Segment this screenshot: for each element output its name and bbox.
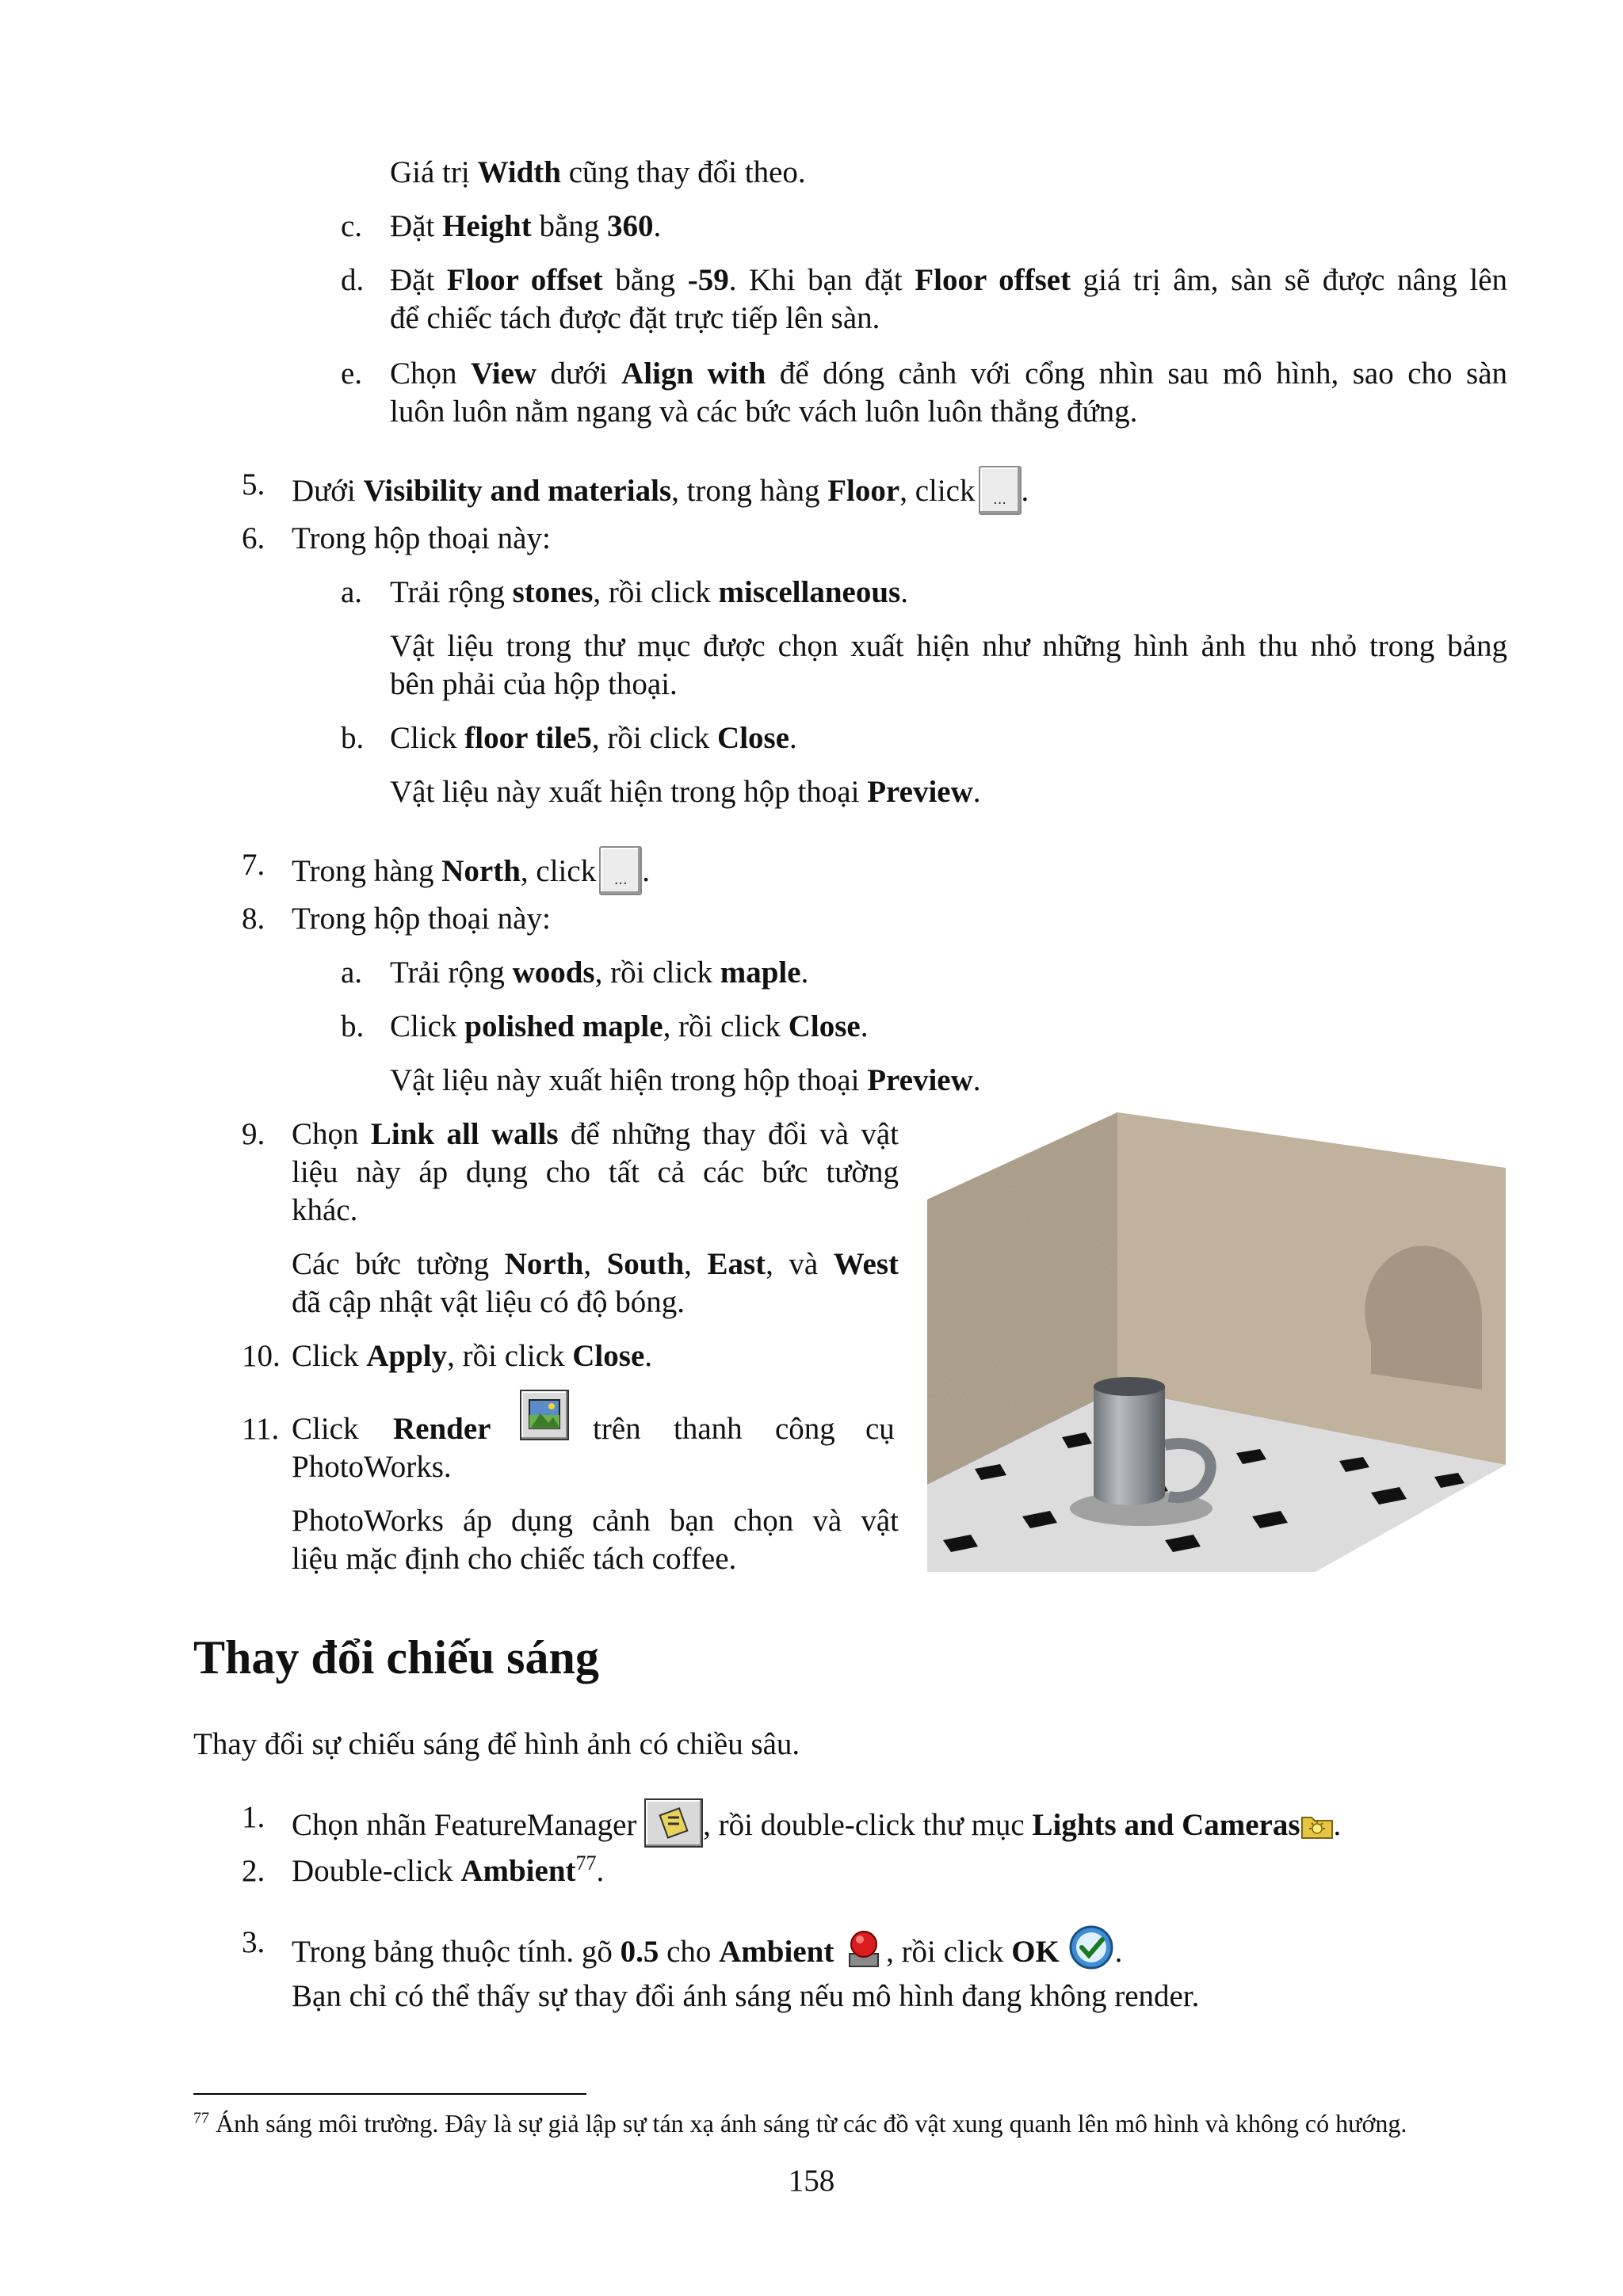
list-item: Dưới Visibility and materials, trong hàng Floor, click... . [292,466,1029,515]
list-marker: 8. [242,902,265,936]
list-item: Trải rộng stones, rồi click miscellaneous. [390,575,908,609]
footnote: $^{77}$ Ánh sáng môi trường. Đây là sự giả lập sự tán xạ ánh sáng từ các đồ vật xung quanh lên mô hình và không có hướng. [193,2109,1407,2138]
mug-rim [1094,1377,1165,1396]
list-item: khác. [292,1193,358,1227]
list-item: Đặt Height bằng 360. [390,209,662,243]
list-item: Đặt Floor offset bằng -59. Khi bạn đặt Floor offset giá trị âm, sàn sẽ được nâng lên [390,263,1508,297]
list-item: liệu này áp dụng cho tất cả các bức tường [292,1155,899,1189]
ellipsis-button-icon[interactable] [599,846,642,895]
mug-shadow [1365,1245,1482,1390]
mug-body [1094,1386,1165,1505]
list-item-word: công [775,1412,835,1446]
note-text: Bạn chỉ có thể thấy sự thay đổi ánh sáng nếu mô hình đang không render. [292,1979,1200,2013]
list-item-word: thanh [674,1412,743,1446]
list-item: Trong bảng thuộc tính. gõ 0.5 cho Ambient , rồi click OK . [292,1924,1122,1973]
list-item-word: cụ [865,1412,895,1446]
list-marker: b. [341,721,365,755]
lights-folder-icon [1300,1811,1334,1840]
render-preview-image [927,1112,1506,1572]
list-item-word: trên [593,1412,641,1446]
list-marker: 9. [242,1117,265,1151]
note-text: Vật liệu này xuất hiện trong hộp thoại Preview. [390,775,981,809]
list-item-word: Click [292,1412,359,1446]
list-item: Click Apply, rồi click Close. [292,1339,653,1373]
note-text: đã cập nhật vật liệu có độ bóng. [292,1285,685,1319]
list-marker: 11. [242,1412,280,1446]
list-item: PhotoWorks. [292,1450,452,1484]
list-item: Click floor tile5, rồi click Close. [390,721,797,755]
list-marker: b. [341,1009,365,1043]
list-item: Trong hộp thoại này: [292,902,551,936]
list-item: Trong hàng North, click... . [292,846,650,895]
list-item: Chọn nhãn FeatureManager , rồi double-click thư mục Lights and Cameras . [292,1798,1341,1848]
list-item: Chọn View dưới Align with để dóng cảnh với cổng nhìn sau mô hình, sao cho sàn [390,357,1508,391]
intro-text: Thay đổi sự chiếu sáng để hình ảnh có chiều sâu. [193,1727,800,1761]
render-icon[interactable] [520,1390,569,1440]
list-marker: 7. [242,848,265,882]
note-text: Các bức tường North, South, East, và West [292,1247,899,1281]
list-item: Trải rộng woods, rồi click maple. [390,955,809,990]
footnote-rule [193,2093,586,2095]
list-marker: 10. [242,1339,281,1373]
list-item: Double-click Ambient$^{77}$. [292,1852,605,1888]
section-heading: Thay đổi chiếu sáng [193,1631,599,1684]
ellipsis-button-icon[interactable] [979,466,1022,515]
list-marker: c. [341,209,363,243]
list-item: Chọn Link all walls để những thay đổi và vật [292,1117,899,1151]
list-marker: 3. [242,1925,265,1959]
render-icon-glyph [521,1391,567,1439]
list-marker: d. [341,263,365,297]
featuremanager-icon[interactable] [644,1798,703,1848]
note-text: bên phải của hộp thoại. [390,667,678,701]
page-number: 158 [788,2164,835,2198]
list-marker: 1. [242,1800,265,1834]
note-text: Vật liệu này xuất hiện trong hộp thoại Preview. [390,1063,981,1097]
list-marker: 2. [242,1854,265,1888]
note-text: PhotoWorks áp dụng cảnh bạn chọn và vật [292,1504,899,1538]
featuremanager-icon-glyph [646,1800,701,1846]
note-text: Vật liệu trong thư mục được chọn xuất hiện như những hình ảnh thu nhỏ trong bảng [390,629,1507,663]
ambient-light-icon [842,1924,886,1973]
list-marker: 6. [242,521,265,555]
list-marker: 5. [242,467,265,502]
list-marker: e. [341,357,363,391]
list-item: để chiếc tách được đặt trực tiếp lên sàn. [390,301,880,335]
list-item: Click polished maple, rồi click Close. [390,1009,869,1043]
list-item-word: Render [393,1412,491,1446]
list-marker: a. [341,955,363,990]
ok-check-icon[interactable] [1067,1924,1115,1971]
list-item: Trong hộp thoại này: [292,521,551,555]
list-item: luôn luôn nằm ngang và các bức vách luôn luôn thẳng đứng. [390,395,1138,429]
note-text: liệu mặc định cho chiếc tách coffee. [292,1542,737,1576]
list-marker: a. [341,575,363,609]
text-line: Giá trị Width cũng thay đổi theo. [390,155,806,189]
